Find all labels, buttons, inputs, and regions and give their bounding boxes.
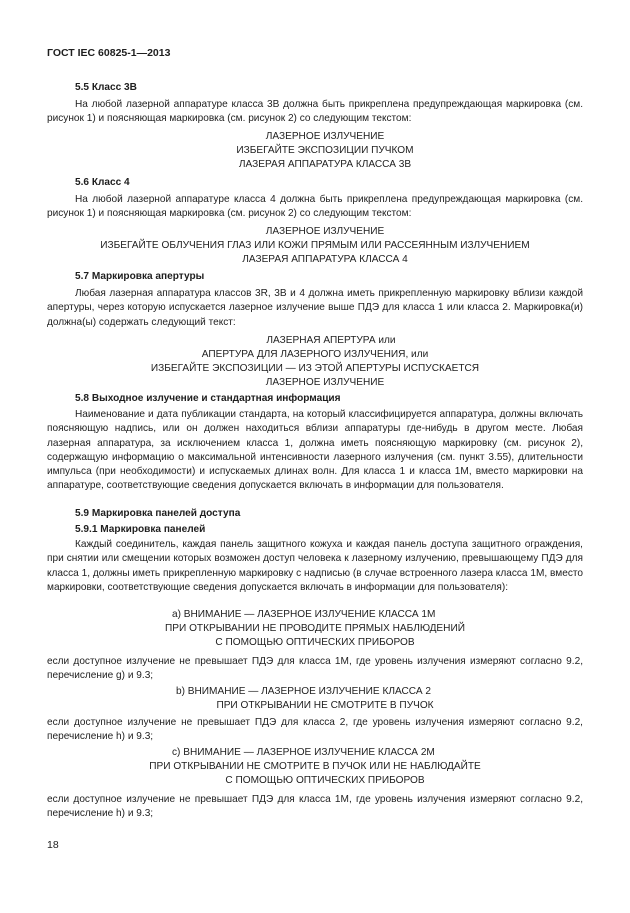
label-c-line-3: С ПОМОЩЬЮ ОПТИЧЕСКИХ ПРИБОРОВ [225, 775, 425, 786]
page-number: 18 [47, 839, 59, 851]
label-a-line-2: ПРИ ОТКРЫВАНИИ НЕ ПРОВОДИТЕ ПРЯМЫХ НАБЛЮДЕНИЙ [165, 623, 465, 634]
section-5-8-heading: 5.8 Выходное излучение и стандартная информация [75, 393, 341, 404]
label-5-6-line-3: ЛАЗЕРАЯ АППАРАТУРА КЛАССА 4 [242, 254, 408, 265]
label-5-6-line-1: ЛАЗЕРНОЕ ИЗЛУЧЕНИЕ [265, 226, 385, 237]
label-c-line-2: ПРИ ОТКРЫВАНИИ НЕ СМОТРИТЕ В ПУЧОК ИЛИ НЕ НАБЛЮДАЙТЕ [149, 761, 481, 772]
label-a-line-1: a) ВНИМАНИЕ — ЛАЗЕРНОЕ ИЗЛУЧЕНИЕ КЛАССА 1М [172, 609, 436, 620]
label-5-5-line-2: ИЗБЕГАЙТЕ ЭКСПОЗИЦИИ ПУЧКОМ [236, 145, 414, 156]
label-5-7-line-3: ИЗБЕГАЙТЕ ЭКСПОЗИЦИИ — ИЗ ЭТОЙ АПЕРТУРЫ ИСПУСКАЕТСЯ [150, 363, 480, 374]
section-5-7-text: Любая лазерная аппаратура классов 3R, 3В и 4 должна иметь прикрепленную маркировку вблизи каждой апертуры, через которую испускается лазерное излучение выше ПДЭ для класса 1 или класса 2. Маркировка(и) должна(ы) содержать следующий текст: [47, 288, 583, 328]
label-b-condition: если доступное излучение не превышает ПДЭ для класса 2, где уровень излучения измеряют согласно 9.2, перечисление h) и 9.3; [47, 717, 583, 743]
label-b-line-2: ПРИ ОТКРЫВАНИИ НЕ СМОТРИТЕ В ПУЧОК [216, 700, 434, 711]
section-5-8-text: Наименование и дата публикации стандарта, на который классифицируется аппаратура, должны включать поясняющую надпись, или он должен находиться вблизи аппаратуры где-нибудь в другом месте. Любая лазерная аппаратура, за исключением класса 1, должна иметь поясняющую маркировку (см. рисунок 2), содержащую информацию о максимальной интенсивности лазерного излучения (см. пункт 3.55), длительности импульса (при необходимости) и испускаемых длинах волн. Для класса 1 и класса 1М, вместо маркировки на аппаратуре, соответствующие сведения допускается включать в информации для пользователя. [47, 409, 583, 492]
section-5-5-heading: 5.5 Класс 3В [75, 82, 137, 93]
document-header: ГОСТ IEC 60825-1—2013 [47, 47, 171, 59]
label-5-5-line-3: ЛАЗЕРАЯ АППАРАТУРА КЛАССА 3В [238, 159, 412, 170]
label-5-5-line-1: ЛАЗЕРНОЕ ИЗЛУЧЕНИЕ [265, 131, 385, 142]
label-5-7-line-4: ЛАЗЕРНОЕ ИЗЛУЧЕНИЕ [265, 377, 385, 388]
label-5-7-line-2: АПЕРТУРА ДЛЯ ЛАЗЕРНОГО ИЗЛУЧЕНИЯ, или [201, 349, 429, 360]
section-5-9-heading: 5.9 Маркировка панелей доступа [75, 508, 241, 519]
label-c-condition: если доступное излучение не превышает ПДЭ для класса 1М, где уровень излучения измеряют согласно 9.2, перечисление h) и 9.3; [47, 794, 583, 820]
section-5-7-heading: 5.7 Маркировка апертуры [75, 271, 205, 282]
label-5-7-line-1: ЛАЗЕРНАЯ АПЕРТУРА или [266, 335, 396, 346]
section-5-5-text: На любой лазерной аппаратуре класса 3В должна быть прикреплена предупреждающая маркировка (см. рисунок 1) и поясняющая маркировка (см. рисунок 2) со следующим текстом: [47, 99, 583, 125]
label-a-line-3: С ПОМОЩЬЮ ОПТИЧЕСКИХ ПРИБОРОВ [215, 637, 415, 648]
label-5-6-line-2: ИЗБЕГАЙТЕ ОБЛУЧЕНИЯ ГЛАЗ ИЛИ КОЖИ ПРЯМЫМ ИЛИ РАССЕЯННЫМ ИЗЛУЧЕНИЕМ [100, 240, 530, 251]
label-c-line-1: c) ВНИМАНИЕ — ЛАЗЕРНОЕ ИЗЛУЧЕНИЕ КЛАССА 2М [172, 747, 435, 758]
label-b-line-1: b) ВНИМАНИЕ — ЛАЗЕРНОЕ ИЗЛУЧЕНИЕ КЛАССА 2 [176, 686, 431, 697]
label-a-condition: если доступное излучение не превышает ПДЭ для класса 1М, где уровень излучения измеряют согласно 9.2, перечисление g) и 9.3; [47, 656, 583, 682]
section-5-6-text: На любой лазерной аппаратуре класса 4 должна быть прикреплена предупреждающая маркировка (см. рисунок 1) и поясняющая маркировка (см. рисунок 2) со следующим текстом: [47, 194, 583, 220]
section-5-6-heading: 5.6 Класс 4 [75, 177, 130, 188]
section-5-9-1-heading: 5.9.1 Маркировка панелей [75, 524, 206, 535]
section-5-9-1-text: Каждый соединитель, каждая панель защитного кожуха и каждая панель доступа защитного ограждения, при снятии или смещении которых возможен доступ человека к лазерному излучению, превышающему ПДЭ для класса 1, должны иметь прикрепленную маркировку с надписью (в случае встроенного лазера класса 1М, вместо маркировки, соответствующие сведения допускается включать в информации для пользователя): [47, 539, 583, 593]
